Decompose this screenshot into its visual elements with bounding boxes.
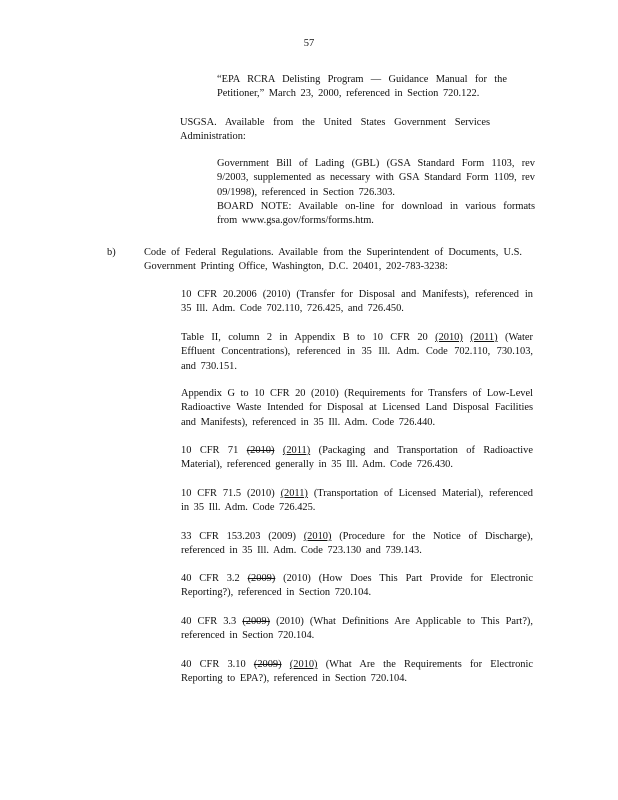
cfr-entry-text bbox=[181, 331, 533, 374]
cfr-entry-2 bbox=[181, 331, 533, 374]
gbl-text: Government Bill of Lading (GBL) (GSA Standard Form 1103, rev 9/2003, supplemented as necessary with GSA Standard Form 1109, rev 09/1998), referenced in Section 726.303. bbox=[217, 158, 535, 198]
deleted-text: (2009) bbox=[253, 659, 282, 670]
board-note-text: BOARD NOTE: Available on-line for download in various formats from www.gsa.gov/forms/forms.htm. bbox=[217, 200, 535, 227]
epa-guidance-text: “EPA RCRA Delisting Program — Guidance Manual for the Petitioner,” March 23, 2000, referenced in Section 720.122. bbox=[217, 74, 507, 100]
cfr-entry-text bbox=[181, 487, 533, 516]
cfr-entry-7 bbox=[181, 572, 533, 601]
subsection-b-label: b) bbox=[107, 247, 116, 258]
cfr-entry-5 bbox=[181, 487, 533, 516]
cfr-entry-text bbox=[181, 530, 533, 559]
entry-text-pre: 40 CFR 3.10 bbox=[181, 659, 254, 670]
entry-text-pre: 40 CFR 3.2 bbox=[181, 573, 248, 584]
entry-text-pre: 40 CFR 3.3 bbox=[181, 616, 243, 627]
inserted-text: (2010) bbox=[289, 659, 318, 670]
deleted-text: (2010) bbox=[246, 445, 275, 456]
gbl-reference bbox=[217, 157, 535, 228]
entry-text-post: (What Are the Requirements for Electronic Reporting to EPA?), referenced in Section 720.104. bbox=[181, 659, 533, 685]
deleted-text: (2009) bbox=[247, 573, 276, 584]
cfr-heading bbox=[144, 246, 522, 275]
inserted-text: (2010) bbox=[435, 332, 463, 343]
cfr-entry-text bbox=[181, 615, 533, 644]
entry-text-post: (Packaging and Transportation of Radioactive Material), referenced generally in 35 Ill. Adm. Code 726.430. bbox=[181, 445, 533, 471]
entry-text-post: (2010) (What Definitions Are Applicable to This Part?), referenced in Section 720.104. bbox=[181, 616, 533, 642]
deleted-text: (2009) bbox=[242, 616, 271, 627]
entry-text-post: (Procedure for the Notice of Discharge), referenced in 35 Ill. Adm. Code 723.130 and 739.143. bbox=[181, 531, 533, 557]
deleted-text: (2011) bbox=[470, 332, 498, 343]
cfr-heading-text: Code of Federal Regulations. Available from the Superintendent of Documents, U.S. Government Printing Office, Washington, D.C. 20401, 202-783-3238: bbox=[144, 247, 522, 273]
usgsa-intro-text: USGSA. Available from the United States Government Services Administration: bbox=[180, 117, 490, 143]
inserted-text: (2011) bbox=[280, 488, 308, 499]
cfr-entry-text bbox=[181, 658, 533, 687]
cfr-entry-text bbox=[181, 572, 533, 601]
entry-text-post: (2010) (How Does This Part Provide for Electronic Reporting?), referenced in Section 720.104. bbox=[181, 573, 534, 599]
cfr-entry-9 bbox=[181, 658, 533, 687]
cfr-entry-text bbox=[181, 444, 533, 473]
cfr-entry-8 bbox=[181, 615, 533, 644]
entry-text-post: (Water Effluent Concentrations), referenced in 35 Ill. Adm. Code 702.110, 730.103, and 730.151. bbox=[181, 332, 533, 372]
inserted-text: (2011) bbox=[282, 445, 311, 456]
cfr-entry-text: Appendix G to 10 CFR 20 (2010) (Requirements for Transfers of Low-Level Radioactive Waste Intended for Disposal at Licensed Land Disposal Facilities and Manifests), referenced in 35 Ill. Adm. Code 726.440. bbox=[181, 388, 533, 428]
inserted-text: (2010) bbox=[303, 531, 332, 542]
entry-text-post: (Transportation of Licensed Material), referenced in 35 Ill. Adm. Code 726.425. bbox=[181, 488, 533, 514]
cfr-entry-1 bbox=[181, 288, 533, 317]
cfr-entry-3 bbox=[181, 387, 533, 430]
cfr-entry-6 bbox=[181, 530, 533, 559]
page-number: 57 bbox=[303, 38, 315, 49]
entry-text-pre: 33 CFR 153.203 (2009) bbox=[181, 531, 304, 542]
entry-text-pre: Table II, column 2 in Appendix B to 10 CFR 20 bbox=[181, 332, 436, 343]
cfr-entry-text: 10 CFR 20.2006 (2010) (Transfer for Disposal and Manifests), referenced in 35 Ill. Adm. Code 702.110, 726.425, and 726.450. bbox=[181, 289, 533, 315]
cfr-entry-4 bbox=[181, 444, 533, 473]
epa-guidance-reference bbox=[217, 73, 507, 102]
usgsa-reference bbox=[180, 116, 490, 145]
entry-text-pre: 10 CFR 71.5 (2010) bbox=[181, 488, 281, 499]
entry-text-pre: 10 CFR 71 bbox=[181, 445, 247, 456]
